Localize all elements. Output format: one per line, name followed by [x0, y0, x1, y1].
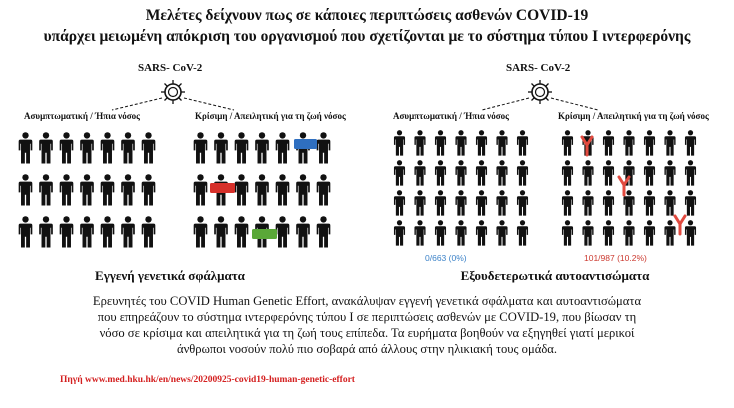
person-icon [644, 160, 655, 185]
left-panel-b-label: Κρίσιμη / Απειλητική για τη ζωή νόσος [195, 111, 346, 121]
person-icon [455, 190, 466, 215]
paragraph-line-3: νόσο σε κρίσιμα και απειλητικά για τη ζωή τους επίπεδα. Τα ευρήματα βοηθούν να εξηγηθεί γιατί μερικοί [99, 326, 635, 340]
person-icon [435, 220, 446, 245]
person-icon [121, 216, 135, 247]
person-icon [496, 190, 507, 215]
person-icon [235, 174, 249, 205]
person-icon [255, 174, 269, 205]
person-icon [414, 220, 425, 245]
person-icon [664, 130, 675, 155]
genetic-error-mark-blue [294, 139, 317, 149]
title-line-2: υπάρχει μειωμένη απόκριση του οργανισμού που σχετίζονται με το σύστημα τύπου I ιντερφερόνης [43, 28, 691, 45]
person-icon [80, 174, 94, 205]
person-icon [194, 132, 208, 163]
person-icon [582, 160, 593, 185]
person-icon [121, 132, 135, 163]
person-icon [142, 132, 156, 163]
person-icon [562, 220, 573, 245]
person-icon [644, 130, 655, 155]
person-icon [623, 220, 634, 245]
person-icon [60, 216, 74, 247]
person-icon [142, 216, 156, 247]
person-icon [603, 190, 614, 215]
left-subheading: Εγγενή γενετικά σφάλματα [95, 268, 245, 283]
person-icon [194, 216, 208, 247]
person-icon [39, 216, 53, 247]
genetic-error-mark-red [210, 183, 235, 193]
right-panel-b-label: Κρίσιμη / Απειλητική για τη ζωή νόσος [558, 111, 709, 121]
person-icon [623, 130, 634, 155]
title-line-1: Μελέτες δείχνουν πως σε κάποιες περιπτώσεις ασθενών COVID-19 [145, 7, 589, 24]
person-icon [664, 160, 675, 185]
person-icon [582, 190, 593, 215]
person-icon [101, 174, 115, 205]
virus-icon [161, 80, 185, 104]
person-icon [435, 130, 446, 155]
person-icon [517, 220, 528, 245]
person-icon [296, 174, 310, 205]
paragraph-line-1: Ερευνητές του COVID Human Genetic Effort, ανακάλυψαν εγγενή γενετικά σφάλματα και αυτοαντισώματα [92, 294, 642, 308]
person-icon [317, 216, 331, 247]
paragraph-line-4: άνθρωποι νοσούν πολύ πιο σοβαρά από άλλους στην ηλικιακή τους ομάδα. [176, 342, 558, 356]
person-icon [80, 216, 94, 247]
person-icon [517, 160, 528, 185]
person-icon [496, 160, 507, 185]
person-icon [476, 130, 487, 155]
person-icon [562, 130, 573, 155]
person-icon [664, 220, 675, 245]
person-icon [39, 132, 53, 163]
person-icon [685, 220, 696, 245]
person-icon [644, 220, 655, 245]
person-icon [455, 220, 466, 245]
person-icon [394, 130, 405, 155]
person-icon [317, 174, 331, 205]
person-icon [517, 190, 528, 215]
right-virus-label: SARS- CoV-2 [506, 62, 571, 74]
person-icon [296, 216, 310, 247]
person-icon [255, 132, 269, 163]
person-icon [101, 132, 115, 163]
person-icon [235, 216, 249, 247]
right-subheading: Εξουδετερωτικά αυτοαντισώματα [460, 268, 650, 283]
person-icon [276, 216, 290, 247]
person-icon [664, 190, 675, 215]
person-icon [455, 160, 466, 185]
person-icon [435, 160, 446, 185]
person-icon [19, 132, 33, 163]
person-icon [60, 132, 74, 163]
person-icon [455, 130, 466, 155]
person-icon [582, 220, 593, 245]
person-icon [394, 160, 405, 185]
person-icon [603, 160, 614, 185]
right-panel-a-label: Ασυμπτωματική / Ήπια νόσος [393, 111, 509, 121]
person-icon [142, 174, 156, 205]
genetic-error-mark-green [252, 229, 277, 239]
person-icon [496, 220, 507, 245]
right-stat-a: 0/663 (0%) [425, 253, 467, 263]
person-icon [603, 220, 614, 245]
paragraph-line-2: που επηρεάζουν το σύστημα ιντερφερόνης τύπου I σε περιπτώσεις ασθενών με COVID-19, που βίωσαν τη [97, 310, 637, 324]
person-icon [39, 174, 53, 205]
person-icon [476, 220, 487, 245]
person-icon [562, 190, 573, 215]
person-icon [517, 130, 528, 155]
left-virus-label: SARS- CoV-2 [138, 62, 203, 74]
person-icon [101, 216, 115, 247]
person-icon [435, 190, 446, 215]
person-icon [644, 190, 655, 215]
person-icon [276, 132, 290, 163]
person-icon [214, 132, 228, 163]
person-icon [19, 174, 33, 205]
person-icon [414, 190, 425, 215]
right-stat-b: 101/987 (10.2%) [584, 253, 647, 263]
person-icon [562, 160, 573, 185]
person-icon [276, 174, 290, 205]
person-icon [121, 174, 135, 205]
antibody-icon [675, 216, 685, 234]
person-icon [414, 130, 425, 155]
person-icon [414, 160, 425, 185]
person-icon [235, 132, 249, 163]
person-icon [394, 220, 405, 245]
person-icon [194, 174, 208, 205]
virus-icon [528, 80, 552, 104]
person-icon [476, 160, 487, 185]
person-icon [214, 216, 228, 247]
person-icon [685, 160, 696, 185]
left-panel-a-label: Ασυμπτωματική / Ήπια νόσος [24, 111, 140, 121]
person-icon [60, 174, 74, 205]
source-text: Πηγή www.med.hku.hk/en/news/20200925-covid19-human-genetic-effort [60, 375, 355, 385]
person-icon [603, 130, 614, 155]
person-icon [317, 132, 331, 163]
person-icon [496, 130, 507, 155]
person-icon [685, 130, 696, 155]
person-icon [19, 216, 33, 247]
person-icon [80, 132, 94, 163]
person-icon [476, 190, 487, 215]
person-icon [685, 190, 696, 215]
person-icon [394, 190, 405, 215]
